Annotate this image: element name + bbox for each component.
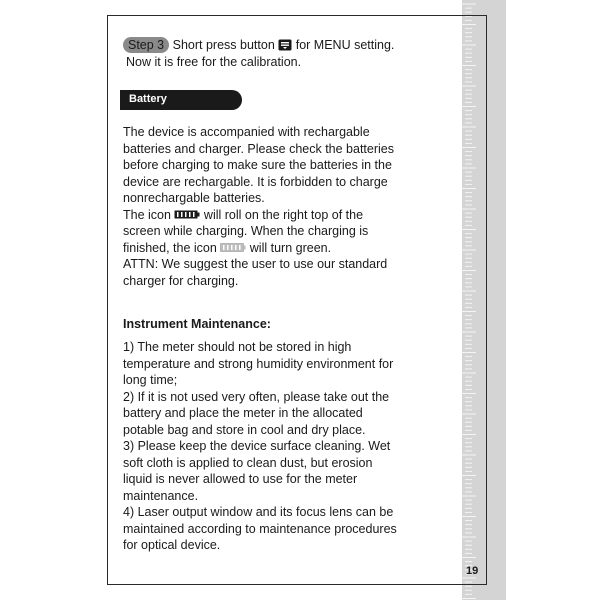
text-line: potable bag and store in cool and dry place. xyxy=(123,422,366,437)
icon-line-3-after: will turn green. xyxy=(249,240,332,255)
text-line: maintained according to maintenance procedures xyxy=(123,521,397,536)
menu-button-icon xyxy=(278,39,292,51)
text-line: liquid is never allowed to use for the meter xyxy=(123,472,358,486)
text-line: device are rechargable. It is forbidden to charge xyxy=(123,174,388,189)
step-instruction xyxy=(123,37,394,54)
icon-line-1 xyxy=(123,207,443,224)
icon-line-1-before: The icon xyxy=(123,207,171,222)
text-line: temperature and strong humidity environment for xyxy=(123,356,394,371)
icon-line-3-before: finished, the icon xyxy=(123,240,217,255)
battery-charging-icon xyxy=(174,210,200,219)
text-line: long time; xyxy=(123,373,178,387)
step-text-after: for MENU setting. xyxy=(295,38,395,52)
text-line: for optical device. xyxy=(123,538,221,552)
text-line: battery and place the meter in the allocated xyxy=(123,406,363,420)
text-line: nonrechargable batteries. xyxy=(123,191,265,205)
maintenance-text xyxy=(123,339,443,554)
icon-line-3 xyxy=(123,240,443,257)
text-line: 3) Please keep the device surface cleaning. Wet xyxy=(123,439,391,453)
text-line: charger for charging. xyxy=(123,273,239,288)
step-text-before: Short press button xyxy=(172,38,275,52)
icon-line-1-after: will roll on the right top of the xyxy=(203,207,364,222)
step-text-line2: Now it is free for the calibration. xyxy=(126,55,302,69)
battery-full-icon xyxy=(220,243,246,252)
text-line: screen while charging. When the charging is xyxy=(123,224,369,238)
text-line: maintenance. xyxy=(123,488,199,503)
text-line: 1) The meter should not be stored in high xyxy=(123,340,352,354)
text-line: batteries and charger. Please check the batteries xyxy=(123,141,394,156)
text-line: before charging to make sure the batteries in the xyxy=(123,158,392,172)
text-line: 2) If it is not used very often, please take out the xyxy=(123,389,390,404)
text-line: The device is accompanied with rechargable xyxy=(123,125,370,139)
battery-section-title: Battery xyxy=(129,93,167,105)
text-line: soft cloth is applied to clean dust, but erosion xyxy=(123,455,373,470)
step-badge: Step 3 xyxy=(123,37,169,53)
text-line: ATTN: We suggest the user to use our standard xyxy=(123,257,388,271)
text-line: 4) Laser output window and its focus lens can be xyxy=(123,505,394,519)
maintenance-heading: Instrument Maintenance: xyxy=(123,317,271,331)
page-number: 19 xyxy=(466,565,479,577)
battery-paragraph xyxy=(123,124,443,289)
